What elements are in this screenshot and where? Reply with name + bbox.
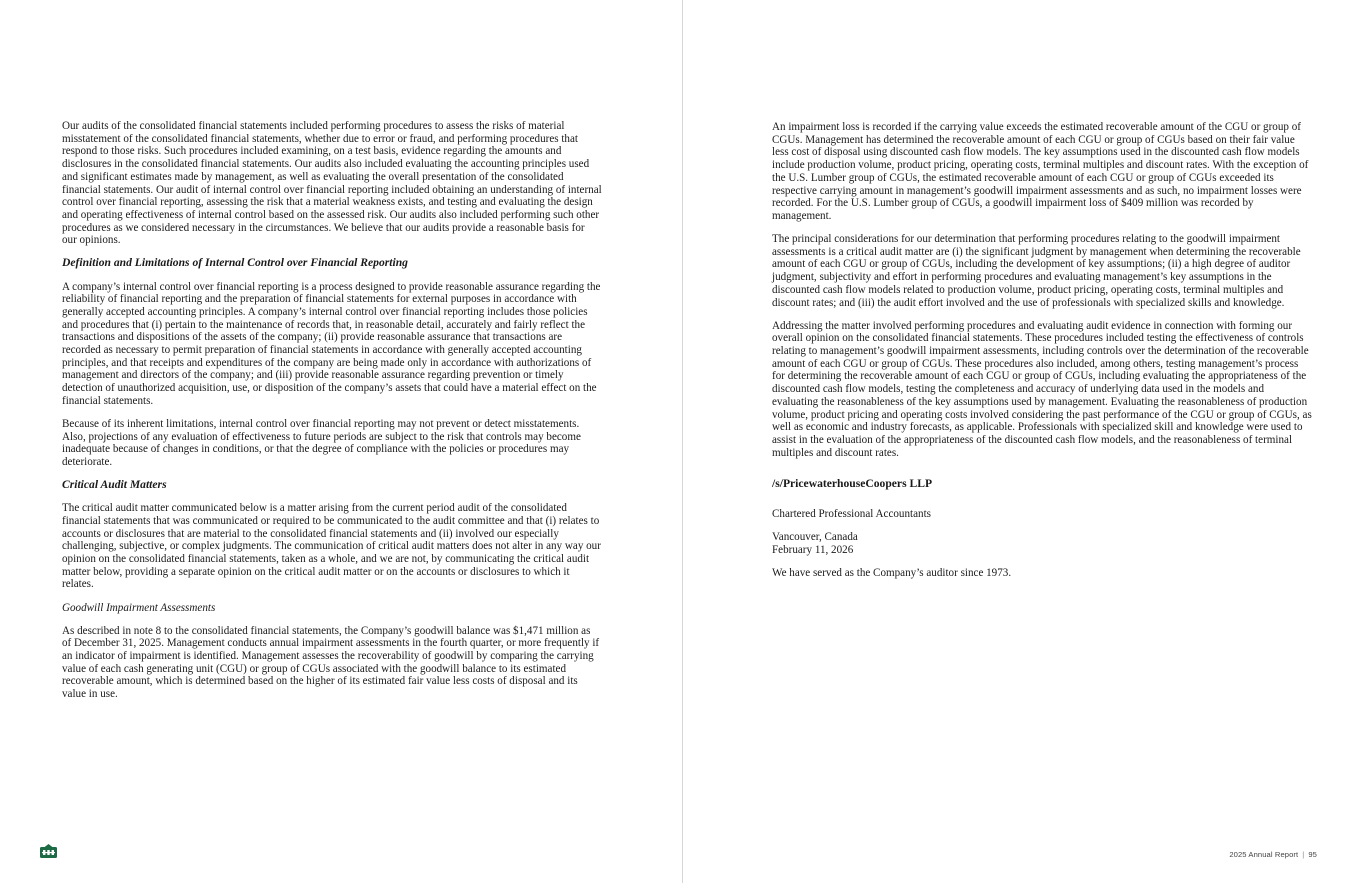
left-page [0, 0, 682, 883]
company-logo-icon [40, 844, 57, 858]
internal-control-paragraph: A company’s internal control over financial reporting is a process designed to provide reasonable assurance regarding the reliability of financial reporting and the preparation of financial statements for external purposes in accordance with generally accepted accounting principles. A company’s internal control over financial reporting includes those policies and procedures that (i) pertain to the maintenance of records that, in reasonable detail, accurately and fairly reflect the transactions and dispositions of the assets of the company; (ii) provide reasonable assurance that transactions are recorded as necessary to permit preparation of financial statements in accordance with generally accepted accounting principles, and that receipts and expenditures of the company are being made only in accordance with authorizations of management and directors of the company; and (iii) provide reasonable assurance regarding prevention or timely detection of unauthorized acquisition, use, or disposition of the company’s assets that could have a material effect on the financial statements. [62, 280, 601, 407]
auditor-tenure: We have served as the Company’s auditor since 1973. [772, 566, 1012, 579]
limitations-paragraph: Because of its inherent limitations, internal control over financial reporting may not prevent or detect misstatements. Also, projections of any evaluation of effectiveness to future periods are subject to the risk that controls may become inadequate because of changes in conditions, or that the degree of compliance with the policies or procedures may deteriorate. [62, 417, 581, 469]
right-column [772, 121, 1312, 590]
signing-city: Vancouver, Canada [772, 531, 858, 544]
signing-date: February 11, 2026 [772, 543, 854, 556]
left-column [62, 120, 602, 711]
report-name: 2025 Annual Report [1229, 850, 1299, 859]
addressing-matter-paragraph: Addressing the matter involved performing procedures and evaluating audit evidence in connection with forming our overall opinion on the consolidated financial statements. These procedures included testing the effectiveness of controls relating to management’s goodwill impairment assessments, including controls over the determination of the recoverable amount of each CGU or group of CGUs. These procedures also included, among others, testing management’s process for determining the recoverable amount of each CGU or group of CGUs, including evaluating the appropriateness of the discounted cash flow models, testing the completeness and accuracy of underlying data used in the models and evaluating the reasonableness of the key assumptions used by management. Evaluating the reasonableness of production volume, product pricing and operating costs involved considering the past performance of the CGU or group of CGUs, as well as economic and industry forecasts, as applicable. Professionals with specialized skill and knowledge were used to assist in the evaluation of the appropriateness of the discounted cash flow models, and the reasonableness of terminal multiples and discount rates. [772, 319, 1312, 459]
definition-heading: Definition and Limitations of Internal Control over Financial Reporting [62, 256, 408, 270]
impairment-loss-paragraph: An impairment loss is recorded if the carrying value exceeds the estimated recoverable amount of the CGU or group of CGUs. Management has determined the recoverable amount of each CGU or group of CGUs based on their fair value less cost of disposal using discounted cash flow models. The key assumptions used in the discounted cash flow models include production volume, product pricing, operating costs, terminal multiples and discount rates. With the exception of the U.S. Lumber group of CGUs, the estimated recoverable amount of each CGU or group of CGUs exceeded its respective carrying amount in management’s goodwill impairment assessments and as such, no impairment losses were recorded. For the U.S. Lumber group of CGUs, a goodwill impairment loss of $409 million was recorded by management. [772, 121, 1309, 222]
audit-procedures-paragraph: Our audits of the consolidated financial statements included performing procedures to assess the risks of material misstatement of the consolidated financial statements, whether due to error or fraud, and performing procedures that respond to those risks. Such procedures included examining, on a test basis, evidence regarding the amounts and disclosures in the consolidated financial statements. Our audits also included evaluating the accounting principles used and significant estimates made by management, as well as evaluating the overall presentation of the consolidated financial statements. Our audit of internal control over financial reporting included obtaining an understanding of internal control over financial reporting, assessing the risk that a material weakness exists, and testing and evaluating the design and operating effectiveness of internal control based on the assessed risk. Our audits also included performing such other procedures as we considered necessary in the circumstances. We believe that our audits provide a reasonable basis for our opinions. [62, 120, 602, 247]
footer-separator: | [1302, 850, 1305, 859]
right-page [683, 0, 1365, 883]
auditor-signature: /s/PricewaterhouseCoopers LLP [772, 477, 933, 491]
critical-audit-matters-heading: Critical Audit Matters [62, 478, 167, 492]
goodwill-paragraph: As described in note 8 to the consolidated financial statements, the Company’s goodwill balance was $1,471 million as of December 31, 2025. Management conducts annual impairment assessments in the fourth quarter, or more frequently if an indicator of impairment is identified. Management assesses the recoverability of goodwill by comparing the carrying value of each cash generating unit (CGU) or group of CGUs associated with the goodwill balance to its estimated recoverable amount, which is determined based on the higher of its estimated fair value less costs of disposal and its value in use. [62, 624, 600, 701]
page-number: 95 [1308, 850, 1317, 859]
principal-considerations-paragraph: The principal considerations for our determination that performing procedures relating to the goodwill impairment assessments is a critical audit matter are (i) the significant judgment by management when determining the recoverable amount of each CGU or group of CGUs, including the development of key assumptions; (ii) a high degree of auditor judgment, subjectivity and effort in performing procedures and evaluating management’s key assumptions in the discounted cash flow models related to production volume, product pricing, operating costs, terminal multiples and discount rates; and (iii) the audit effort involved and the use of professionals with specialized skills and knowledge. [772, 233, 1301, 309]
goodwill-subheading: Goodwill Impairment Assessments [62, 601, 216, 614]
firm-title: Chartered Professional Accountants [772, 508, 931, 521]
page-footer [1229, 850, 1317, 859]
critical-audit-paragraph: The critical audit matter communicated below is a matter arising from the current period audit of the consolidated financial statements that was communicated or required to be communicated to the audit committee and that (i) relates to accounts or disclosures that are material to the consolidated financial statements and (ii) involved our especially challenging, subjective, or complex judgments. The communication of critical audit matters does not alter in any way our opinion on the consolidated financial statements, taken as a whole, and we are not, by communicating the critical audit matter below, providing a separate opinion on the critical audit matter or on the accounts or disclosures to which it relates. [62, 502, 601, 591]
